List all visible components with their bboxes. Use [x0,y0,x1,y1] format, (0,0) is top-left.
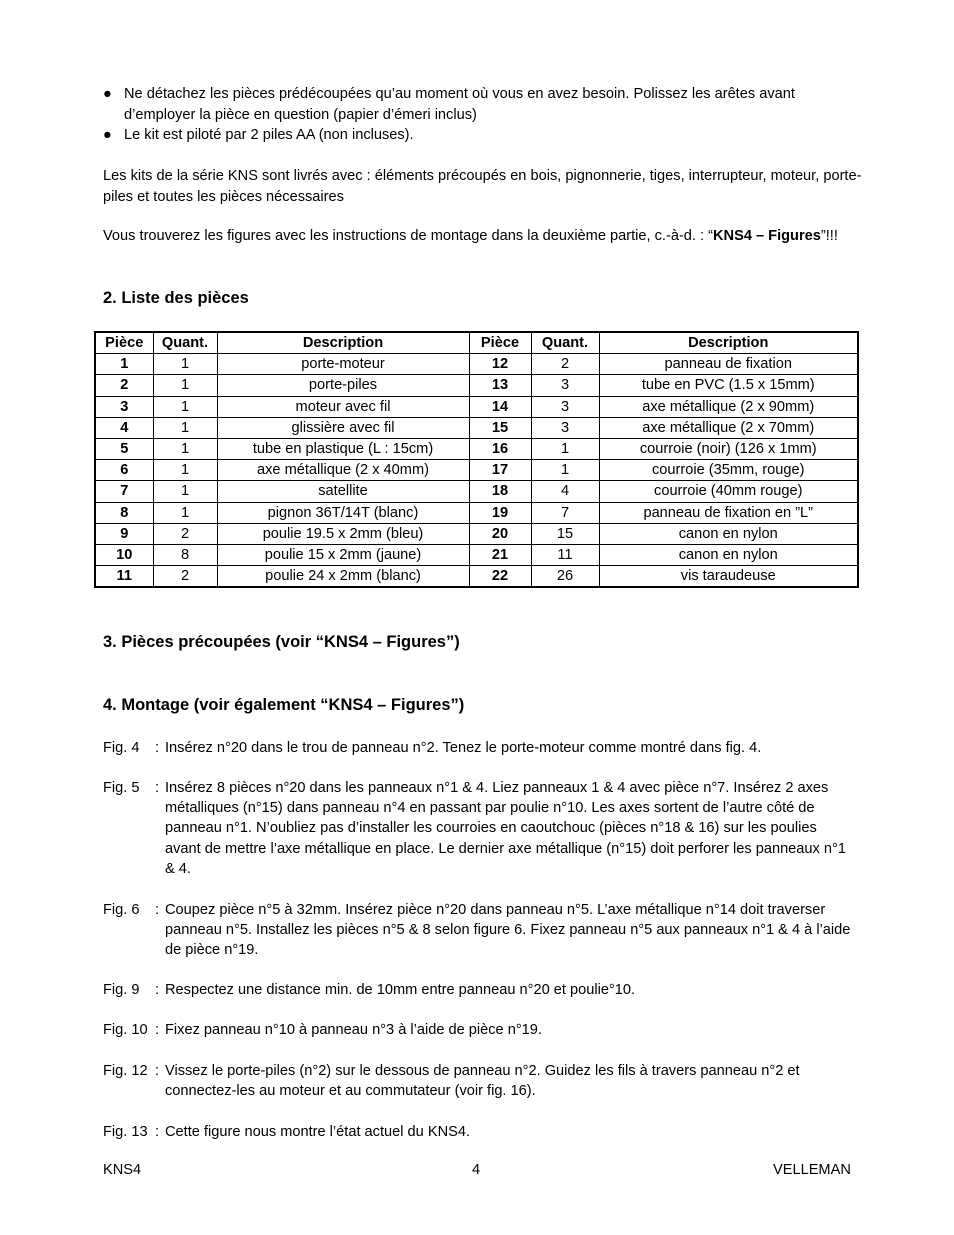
cell-quantity: 2 [153,566,217,588]
cell-description: panneau de fixation [599,354,858,375]
cell-quantity: 15 [531,523,599,544]
cell-quantity: 2 [531,354,599,375]
cell-description: canon en nylon [599,523,858,544]
figure-text: Fixez panneau n°10 à panneau n°3 à l’aide de pièce n°19. [165,1022,542,1038]
intro-paragraph-figures: Vous trouverez les figures avec les instructions de montage dans la deuxième partie, c.-à-d. : “KNS4 – Figures”!!! [103,228,838,244]
footer-brand: VELLEMAN [773,1162,851,1178]
cell-description: axe métallique (2 x 40mm) [217,460,469,481]
figure-separator: : [155,902,160,918]
section-heading-assembly: 4. Montage (voir également “KNS4 – Figures”) [103,696,465,714]
cell-quantity: 2 [153,523,217,544]
intro-paragraph-kit-contents: Les kits de la série KNS sont livrés avec : éléments précoupés en bois, pignonnerie, tiges, interrupteur, moteur, porte-piles et toutes les pièces nécessaires [103,168,862,205]
cell-piece: 20 [469,523,531,544]
table-row [95,375,858,396]
cell-quantity: 1 [153,460,217,481]
table-row [95,460,858,481]
cell-description: moteur avec fil [217,396,469,417]
cell-description: satellite [217,481,469,502]
cell-piece: 19 [469,502,531,523]
cell-description: tube en PVC (1.5 x 15mm) [599,375,858,396]
cell-description: axe métallique (2 x 70mm) [599,417,858,438]
parts-table [94,331,859,588]
cell-piece: 13 [469,375,531,396]
cell-quantity: 4 [531,481,599,502]
intro-bullet-1: ● Ne détachez les pièces prédécoupées qu’au moment où vous en avez besoin. Polissez les arêtes avant d’employer la pièce en question (papier d’émeri inclus) [103,86,795,123]
cell-piece: 6 [95,460,153,481]
cell-piece: 16 [469,438,531,459]
figure-instruction [103,738,863,758]
cell-description: glissière avec fil [217,417,469,438]
figure-label: Fig. 13 [103,1124,148,1140]
cell-quantity: 1 [153,375,217,396]
figure-text: Coupez pièce n°5 à 32mm. Insérez pièce n°20 dans panneau n°5. L’axe métallique n°14 doit traverser panneau n°5. Installez les pièces n°5 & 8 selon figure 6. Fixez panneau n°5 aux panneaux n°1 & 4 à l’aide de pièce n°19. [165,902,851,959]
table-header-row [95,332,858,354]
cell-description: poulie 24 x 2mm (blanc) [217,566,469,588]
cell-piece: 15 [469,417,531,438]
table-row [95,566,858,588]
cell-quantity: 3 [531,375,599,396]
cell-description: axe métallique (2 x 90mm) [599,396,858,417]
section-heading-precut: 3. Pièces précoupées (voir “KNS4 – Figures”) [103,633,460,651]
cell-description: tube en plastique (L : 15cm) [217,438,469,459]
figure-separator: : [155,982,160,998]
cell-description: panneau de fixation en ”L” [599,502,858,523]
cell-piece: 17 [469,460,531,481]
table-row [95,544,858,565]
header-description: Description [217,332,469,354]
cell-quantity: 1 [153,354,217,375]
footer-model: KNS4 [103,1162,142,1178]
cell-quantity: 26 [531,566,599,588]
cell-quantity: 1 [153,481,217,502]
table-row [95,481,858,502]
header-quantity: Quant. [153,332,217,354]
figure-separator: : [155,780,160,796]
header-piece-2: Pièce [469,332,531,354]
intro-bullet-2: ● Le kit est piloté par 2 piles AA (non incluses). [103,125,863,146]
cell-piece: 8 [95,502,153,523]
cell-quantity: 3 [531,417,599,438]
figure-text: Insérez 8 pièces n°20 dans les panneaux n°1 & 4. Liez panneaux 1 & 4 avec pièce n°7. Insérez 2 axes métalliques (n°15) dans panneau n°4 en passant par poulie n°10. Les axes sortent de l’autre côté de panneau n°1. N’oubliez pas d’installer les courroies en caoutchouc (pièces n°18 & 16) sur les poulies avant de mettre l’axe métallique en place. Le dernier axe métallique (n°15) doit perforer les panneaux n°1 & 4. [165,780,846,877]
table-row [95,417,858,438]
bullet-dot-icon: ● [103,127,112,143]
intro-bullet-list [103,84,863,146]
cell-piece: 1 [95,354,153,375]
cell-piece: 10 [95,544,153,565]
cell-quantity: 1 [531,438,599,459]
cell-quantity: 1 [153,417,217,438]
figure-instruction [103,1122,863,1142]
cell-quantity: 1 [153,438,217,459]
cell-piece: 3 [95,396,153,417]
footer-page-number: 4 [472,1162,481,1178]
bullet-dot-icon: ● [103,86,112,102]
figure-text: Vissez le porte-piles (n°2) sur le dessous de panneau n°2. Guidez les fils à travers panneau n°2 et connectez-les au moteur et au commutateur (voir fig. 16). [165,1063,800,1100]
table-row [95,438,858,459]
figure-text: Cette figure nous montre l’état actuel du KNS4. [165,1124,471,1140]
figure-separator: : [155,740,160,756]
header-quantity-2: Quant. [531,332,599,354]
figure-label: Fig. 9 [103,982,140,998]
figure-label: Fig. 6 [103,902,140,918]
figure-label: Fig. 4 [103,740,140,756]
cell-piece: 12 [469,354,531,375]
table-row [95,523,858,544]
figure-label: Fig. 10 [103,1022,148,1038]
cell-piece: 21 [469,544,531,565]
cell-quantity: 3 [531,396,599,417]
table-row [95,354,858,375]
table-row [95,502,858,523]
header-piece: Pièce [95,332,153,354]
table-row [95,396,858,417]
figure-label: Fig. 12 [103,1063,148,1079]
figure-separator: : [155,1124,160,1140]
figure-separator: : [155,1063,160,1079]
cell-description: poulie 15 x 2mm (jaune) [217,544,469,565]
cell-description: pignon 36T/14T (blanc) [217,502,469,523]
header-description-2: Description [599,332,858,354]
figure-instruction [103,1061,863,1101]
cell-piece: 14 [469,396,531,417]
cell-quantity: 8 [153,544,217,565]
cell-piece: 2 [95,375,153,396]
cell-description: poulie 19.5 x 2mm (bleu) [217,523,469,544]
figures-reference: KNS4 – Figures [713,228,821,244]
figure-label: Fig. 5 [103,780,140,796]
figure-instruction [103,778,863,879]
cell-piece: 9 [95,523,153,544]
section-heading-parts-list: 2. Liste des pièces [103,289,249,307]
cell-quantity: 1 [531,460,599,481]
cell-piece: 4 [95,417,153,438]
cell-description: porte-piles [217,375,469,396]
figure-instruction [103,1020,863,1040]
figure-instruction [103,980,863,1000]
figure-text: Insérez n°20 dans le trou de panneau n°2. Tenez le porte-moteur comme montré dans fig. 4. [165,740,762,756]
cell-piece: 7 [95,481,153,502]
cell-piece: 18 [469,481,531,502]
cell-piece: 11 [95,566,153,588]
cell-description: vis taraudeuse [599,566,858,588]
cell-description: courroie (noir) (126 x 1mm) [599,438,858,459]
figure-separator: : [155,1022,160,1038]
cell-quantity: 11 [531,544,599,565]
cell-quantity: 1 [153,502,217,523]
cell-quantity: 1 [153,396,217,417]
figure-instruction [103,900,863,961]
cell-description: canon en nylon [599,544,858,565]
cell-quantity: 7 [531,502,599,523]
cell-description: courroie (35mm, rouge) [599,460,858,481]
cell-piece: 22 [469,566,531,588]
cell-piece: 5 [95,438,153,459]
figure-text: Respectez une distance min. de 10mm entre panneau n°20 et poulie°10. [165,982,636,998]
cell-description: courroie (40mm rouge) [599,481,858,502]
cell-description: porte-moteur [217,354,469,375]
